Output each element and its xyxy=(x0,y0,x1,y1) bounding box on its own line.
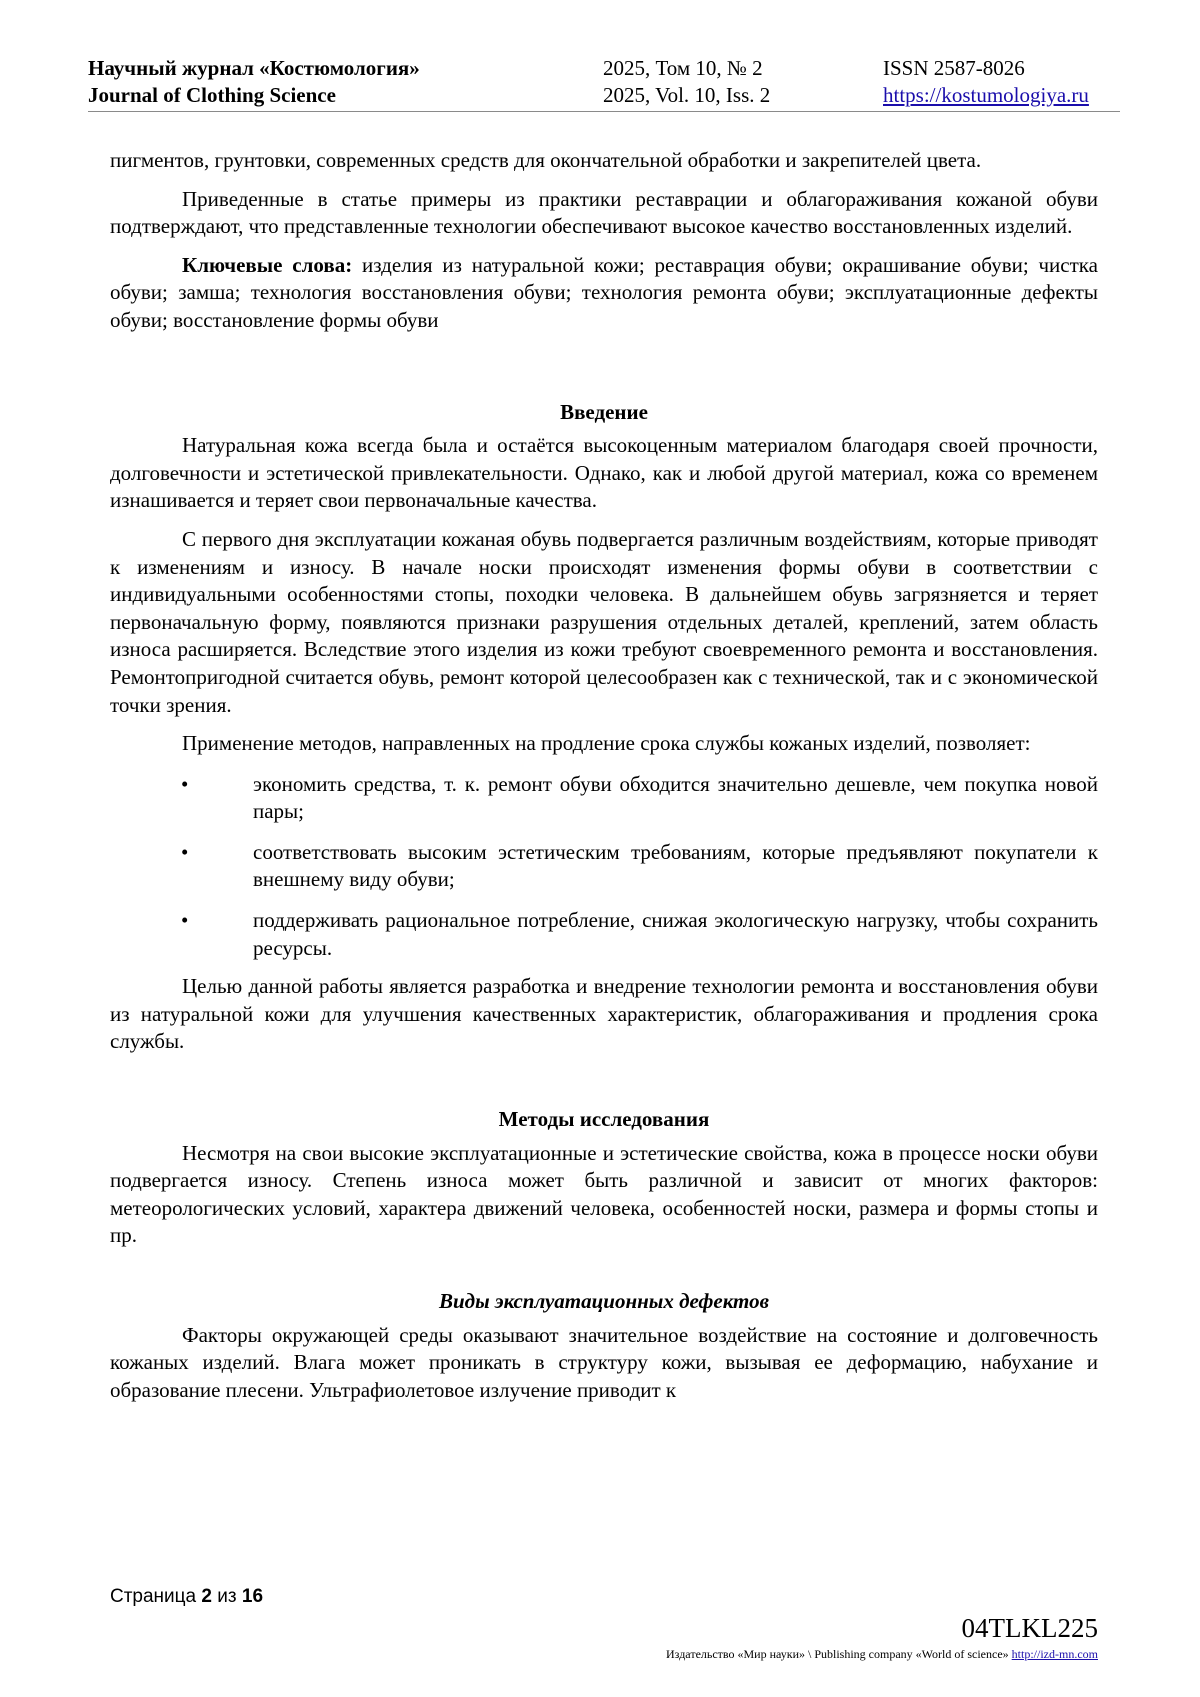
keywords xyxy=(110,252,1098,335)
bullet-icon: • xyxy=(181,771,189,796)
intro-paragraph-3: Применение методов, направленных на продление срока службы кожаных изделий, позволяет: xyxy=(182,731,1031,756)
intro-paragraph-2: С первого дня эксплуатации кожаная обувь подвергается различным воздействиям, которые приводят к изменениям и износу. В начале носки происходят изменения формы обуви в соответствии с индивидуальными особенностями стопы, походки человека. В дальнейшем обувь загрязняется и теряет первоначальную форму, появляются признаки разрушения отдельных деталей, креплений, затем область износа расширяется. Вследствие этого изделия из кожи требуют своевременного ремонта и восстановления. Ремонтопригодной считается обувь, ремонт которой целесообразен как с технической, так и с экономической точки зрения. xyxy=(110,526,1098,717)
journal-title-en: Journal of Clothing Science xyxy=(88,83,336,107)
bullet-icon: • xyxy=(181,908,189,933)
publisher-url-link[interactable]: http://izd-mn.com xyxy=(1011,1647,1098,1661)
list-item: • соответствовать высоким эстетическим требованиям, которые предъявляют покупатели к внешнему виду обуви; xyxy=(181,839,1098,892)
issue-info xyxy=(603,55,770,109)
bullet-icon: • xyxy=(181,839,189,864)
list-item: • поддерживать рациональное потребление, снижая экологическую нагрузку, чтобы сохранить ресурсы. xyxy=(181,908,1098,960)
running-header xyxy=(88,55,1120,112)
publisher-name: Издательство «Мир науки» \ Publishing company «World of science» xyxy=(666,1647,1009,1661)
total-pages: 16 xyxy=(241,1586,264,1607)
issn-block xyxy=(883,55,1089,109)
section-heading-methods: Методы исследования xyxy=(498,1107,710,1132)
benefits-list xyxy=(110,771,1098,963)
page-counter: Страница 2 из 16 xyxy=(110,1586,264,1607)
keywords-label: Ключевые слова: xyxy=(182,252,353,277)
keywords-text: изделия из натуральной кожи; реставрация обуви; окрашивание обуви; чистка обуви; замша; технология восстановления обуви; технология ремонта обуви; эксплуатационные дефекты обуви; восстановление формы обуви xyxy=(110,252,1098,332)
article-code: 04TLKL225 xyxy=(961,1613,1098,1643)
list-item: • экономить средства, т. к. ремонт обуви обходится значительно дешевле, чем покупка новой пары; xyxy=(181,771,1098,824)
issue-ru: 2025, Том 10, № 2 xyxy=(603,56,763,80)
methods-paragraph-2: Факторы окружающей среды оказывают значительное воздействие на состояние и долговечность кожаных изделий. Влага может проникать в структуру кожи, вызывая ее деформацию, набухание и образование плесени. Ультрафиолетовое излучение приводит к xyxy=(110,1322,1098,1402)
issn: ISSN 2587-8026 xyxy=(883,56,1025,80)
journal-title-ru: Научный журнал «Костюмология» xyxy=(88,56,420,80)
intro-paragraph-4: Целью данной работы является разработка и внедрение технологии ремонта и восстановления обуви из натуральной кожи для улучшения качественных характеристик, облагораживания и продления срока службы. xyxy=(110,974,1098,1054)
subsection-heading-defects: Виды эксплуатационных дефектов xyxy=(438,1289,769,1313)
section-heading-introduction: Введение xyxy=(560,399,648,424)
publisher-line xyxy=(666,1646,1098,1662)
intro-paragraph-1: Натуральная кожа всегда была и остаётся высокоценным материалом благодаря своей прочности, долговечности и эстетической привлекательности. Однако, как и любой другой материал, кожа со временем изнашивается и теряет свои первоначальные качества. xyxy=(110,433,1098,513)
abstract-paragraph-2: Приведенные в статье примеры из практики реставрации и облагораживания кожаной обуви подтверждают, что представленные технологии обеспечивают высокое качество восстановленных изделий. xyxy=(110,186,1098,239)
journal-title xyxy=(88,55,420,109)
methods-paragraph-1: Несмотря на свои высокие эксплуатационные и эстетические свойства, кожа в процессе носки обуви подвергается износу. Степень износа может быть различной и зависит от многих факторов: метеорологических условий, характера движений человека, особенностей носки, размера и формы стопы и пр. xyxy=(110,1140,1098,1248)
journal-url-link[interactable]: https://kostumologiya.ru xyxy=(883,83,1089,107)
current-page: 2 xyxy=(201,1586,212,1607)
issue-en: 2025, Vol. 10, Iss. 2 xyxy=(603,83,771,107)
abstract-paragraph-1: пигментов, грунтовки, современных средств для окончательной обработки и закрепителей цвета. xyxy=(110,148,982,172)
article-body xyxy=(110,147,1098,1404)
header-divider xyxy=(88,111,1120,112)
